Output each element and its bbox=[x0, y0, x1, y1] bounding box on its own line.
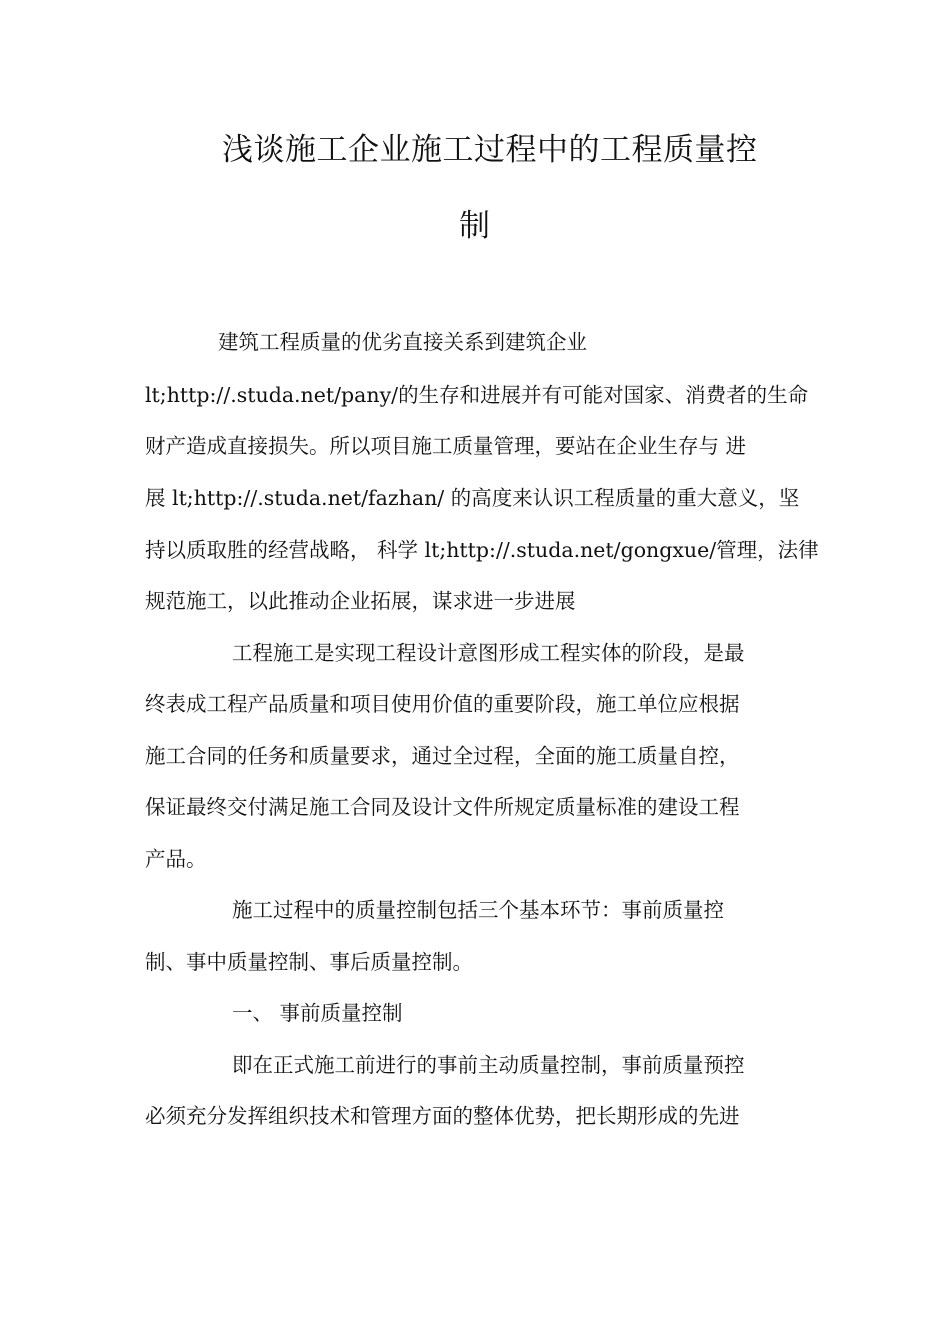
paragraph-2-line-1: 工程施工是实现工程设计意图形成工程实体的阶段，是最 bbox=[232, 641, 745, 665]
paragraph-1-line-1: 建筑工程质量的优劣直接关系到建筑企业 bbox=[218, 330, 587, 354]
paragraph-1-line-4: 展 lt;http://.studa.net/fazhan/ 的高度来认识工程质量的重大意义，坚 bbox=[145, 486, 800, 510]
paragraph-2-line-5: 产品。 bbox=[145, 847, 207, 871]
paragraph-1-line-6: 规范施工，以此推动企业拓展，谋求进一步进展 bbox=[145, 589, 576, 613]
paragraph-4-line-2: 必须充分发挥组织技术和管理方面的整体优势，把长期形成的先进 bbox=[145, 1104, 740, 1128]
section-heading-1: 一、 事前质量控制 bbox=[232, 1001, 403, 1025]
paragraph-4-line-1: 即在正式施工前进行的事前主动质量控制，事前质量预控 bbox=[232, 1053, 745, 1077]
paragraph-3-line-2: 制、事中质量控制、事后质量控制。 bbox=[145, 950, 473, 974]
document-title-line-1: 浅谈施工企业施工过程中的工程质量控 bbox=[222, 132, 758, 168]
paragraph-1-line-3: 财产造成直接损失。所以项目施工质量管理，要站在企业生存与 进 bbox=[145, 434, 747, 458]
paragraph-3-line-1: 施工过程中的质量控制包括三个基本环节：事前质量控 bbox=[232, 898, 724, 922]
paragraph-2-line-4: 保证最终交付满足施工合同及设计文件所规定质量标准的建设工程 bbox=[145, 795, 740, 819]
paragraph-2-line-3: 施工合同的任务和质量要求，通过全过程，全面的施工质量自控， bbox=[145, 744, 740, 768]
paragraph-2-line-2: 终表成工程产品质量和项目使用价值的重要阶段，施工单位应根据 bbox=[145, 692, 740, 716]
document-title-line-2: 制 bbox=[459, 208, 491, 244]
paragraph-1-line-5: 持以质取胜的经营战略， 科学 lt;http://.studa.net/gongxue/管理，法律 bbox=[145, 538, 819, 562]
paragraph-1-line-2: lt;http://.studa.net/pany/的生存和进展并有可能对国家、消费者的生命 bbox=[145, 383, 809, 407]
